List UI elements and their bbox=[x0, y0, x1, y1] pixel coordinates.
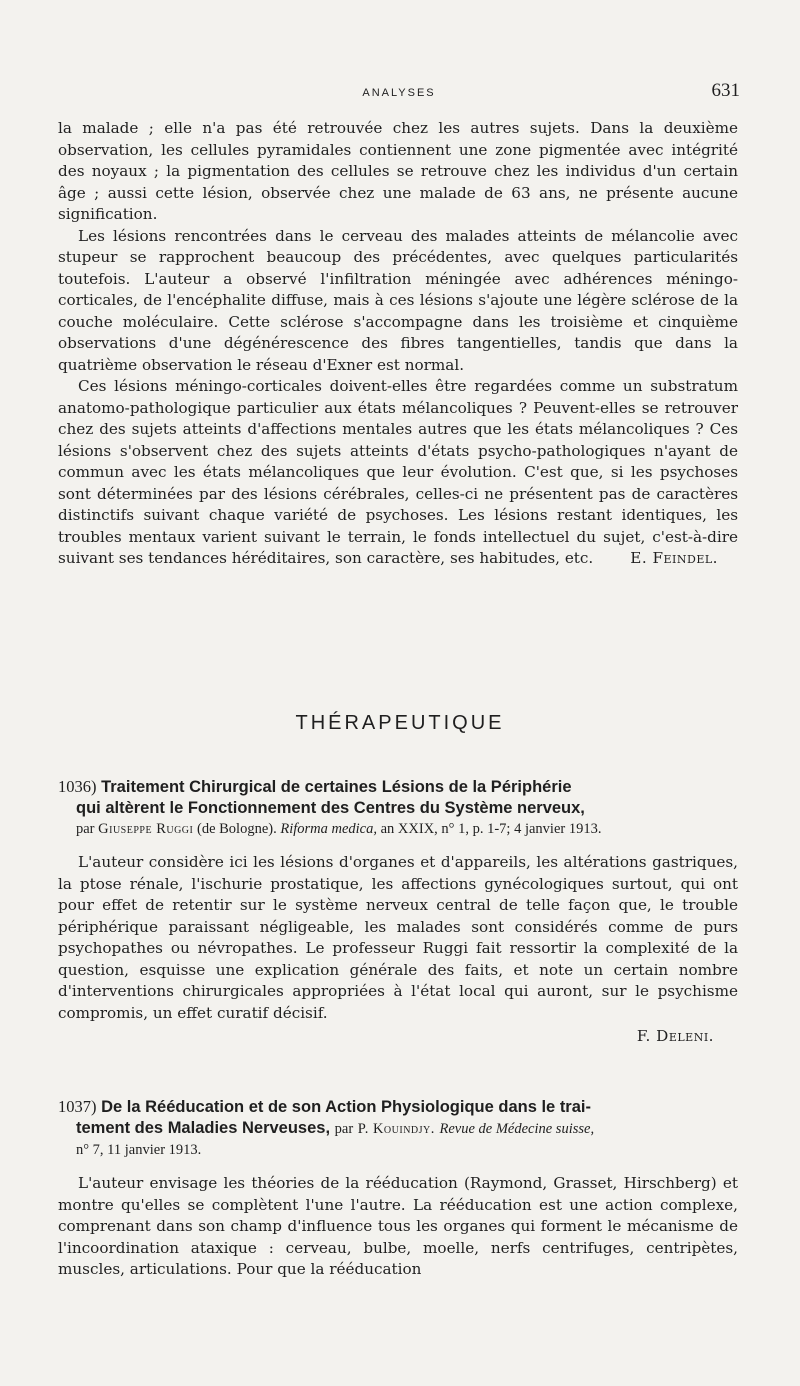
ref-place: (de Bologne). bbox=[196, 821, 277, 837]
entry-number: 1037) bbox=[58, 1097, 97, 1116]
entry-heading bbox=[58, 776, 738, 819]
entry-title-line1: Traitement Chirurgical de certaines Lésions de la Périphérie bbox=[101, 778, 572, 796]
ref-details: n° 7, 11 janvier 1913. bbox=[76, 1142, 202, 1158]
ref-author: P. Kouindjy. bbox=[357, 1121, 435, 1137]
entry-body bbox=[58, 1173, 738, 1281]
paragraph: L'auteur envisage les théories de la rééducation (Raymond, Grasset, Hirschberg) et montre qu'elles se complètent l'une l'autre. La rééducation est une action complexe, comprenant dans son champ d'influence tous les organes qui forment le mécanisme de l'incoordination ataxique : cerveau, bulbe, moelle, nerfs centrifuges, centripètes, muscles, articulations. Pour que la rééducation bbox=[58, 1174, 738, 1278]
paragraph-text: Ces lésions méningo-corticales doivent-elles être regardées comme un substratum anatomo-pathologique particulier aux états mélancoliques ? Peuvent-elles se retrouver chez des sujets atteints d'affections mentales autres que les états mélancoliques ? Ces lésions s'observent chez des sujets atteints d'états psycho-pathologiques n'ayant de commun avec les états mélancoliques que leur évolution. C'est que, si les psychoses sont déterminées par des lésions cérébrales, celles-ci ne présentent pas de caractères distinctifs suivant chaque variété de psychoses. Les lésions restant identiques, les troubles mentaux varient suivant le terrain, le fonds intellectuel du sujet, c'est-à-dire suivant ses tendances héréditaires, son caractère, ses habitudes, etc. bbox=[58, 377, 738, 567]
continued-article bbox=[58, 118, 738, 570]
ref-author: Giuseppe Ruggi bbox=[98, 821, 194, 837]
entry-1036 bbox=[58, 776, 738, 1048]
paragraph: Les lésions rencontrées dans le cerveau des malades atteints de mélancolie avec stupeur se rapprochent beaucoup des précédentes, avec quelques particularités toutefois. L'auteur a observé l'infiltration méningée avec adhérences méningo-corticales, de l'encéphalite diffuse, mais à ces lésions s'ajoute une légère sclérose de la couche moléculaire. Cette sclérose s'accompagne dans les troisième et cinquième observations d'une dégénérescence des fibres tangentielles, tandis que dans la quatrième observation le réseau d'Exner est normal. bbox=[58, 226, 738, 374]
entry-heading bbox=[58, 1096, 738, 1140]
paragraph: L'auteur considère ici les lésions d'organes et d'appareils, les altérations gastriques, la ptose rénale, l'ischurie prostatique, les affections gynécologiques surtout, qui ont pour effet de retentir sur le système nerveux central de telle façon que, le trouble périphérique paraissant négligeable, les malades sont considérés comme de purs psychopathes ou névropathes. Le professeur Ruggi fait ressortir la complexité de la question, esquisse une explication générale des faits, et note un certain nombre d'interventions chirurgicales appropriées à l'état local qui auront, sur le psychisme compromis, un effet curatif décisif. bbox=[58, 853, 738, 1022]
entry-title-line1: De la Rééducation et de son Action Physiologique dans le trai- bbox=[101, 1098, 591, 1116]
entry-title-line2: qui altèrent le Fonctionnement des Centres du Système nerveux, bbox=[76, 799, 585, 817]
ref-journal: Riforma medica, bbox=[280, 821, 377, 837]
paragraph: la malade ; elle n'a pas été retrouvée chez les autres sujets. Dans la deuxième observation, les cellules pyramidales contiennent une zone pigmentée avec intégrité des noyaux ; la pigmentation des cellules se retrouve chez les individus d'un certain âge ; aussi cette lésion, observée chez une malade de 63 ans, ne présente aucune signification. bbox=[58, 119, 738, 223]
ref-prefix: par bbox=[76, 821, 95, 837]
entry-reference bbox=[58, 1140, 738, 1161]
running-head bbox=[58, 80, 740, 104]
author-signature: F. Deleni. bbox=[636, 1027, 714, 1045]
author-signature: E. Feindel. bbox=[630, 549, 718, 567]
entry-1037 bbox=[58, 1096, 738, 1281]
entry-number: 1036) bbox=[58, 777, 97, 796]
page-number: 631 bbox=[711, 80, 740, 101]
entry-body bbox=[58, 852, 738, 1048]
running-title: ANALYSES bbox=[362, 87, 436, 99]
ref-prefix: par bbox=[334, 1121, 354, 1137]
ref-journal: Revue de Médecine suisse, bbox=[439, 1121, 595, 1137]
entry-reference bbox=[58, 819, 738, 840]
ref-details: an XXIX, n° 1, p. 1-7; 4 janvier 1913. bbox=[380, 821, 602, 837]
section-title: THÉRAPEUTIQUE bbox=[295, 712, 505, 734]
entry-title-line2: tement des Maladies Nerveuses, bbox=[76, 1119, 331, 1137]
paragraph bbox=[58, 376, 738, 570]
